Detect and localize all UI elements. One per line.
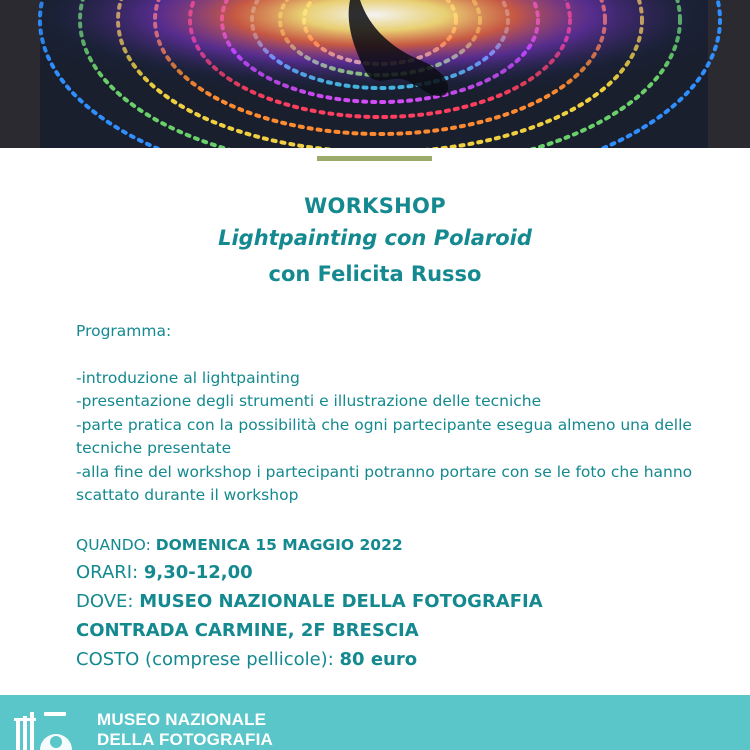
- program-item: -presentazione degli strumenti e illustrazione delle tecniche: [76, 392, 542, 410]
- address-value: CONTRADA CARMINE, 2F BRESCIA: [76, 620, 419, 641]
- when-row: [76, 532, 726, 558]
- where-row: [76, 587, 726, 616]
- hours-value: 9,30-12,00: [143, 562, 253, 583]
- address-row: [76, 616, 726, 645]
- where-value: MUSEO NAZIONALE DELLA FOTOGRAFIA: [139, 591, 543, 612]
- cost-label: COSTO (comprese pellicole):: [76, 649, 340, 670]
- cost-row: [76, 645, 726, 674]
- footer-line2: DELLA FOTOGRAFIA: [97, 730, 274, 749]
- program-section: [76, 320, 716, 508]
- program-item: -parte pratica con la possibilità che ogni partecipante esegua almeno una delle tecniche presentate: [76, 415, 692, 457]
- hours-row: [76, 558, 726, 587]
- workshop-host: con Felicita Russo: [268, 262, 482, 286]
- workshop-label: WORKSHOP: [304, 194, 446, 218]
- event-details: [76, 532, 726, 674]
- cost-value: 80 euro: [339, 649, 418, 670]
- when-value: DOMENICA 15 MAGGIO 2022: [155, 536, 403, 554]
- museum-logo-icon: [14, 706, 74, 750]
- where-label: DOVE:: [76, 591, 140, 612]
- program-item: -alla fine del workshop i partecipanti potranno portare con se le foto che hanno scattato durante il workshop: [76, 462, 693, 504]
- hours-label: ORARI:: [76, 562, 144, 583]
- program-heading: Programma:: [76, 322, 172, 340]
- hero-lightpainting-image: [0, 0, 750, 148]
- workshop-title-block: [0, 192, 750, 292]
- workshop-subtitle: Lightpainting con Polaroid: [218, 226, 532, 250]
- footer-museum-name: [97, 710, 273, 750]
- footer-line1: MUSEO NAZIONALE: [97, 710, 267, 729]
- program-item: -introduzione al lightpainting: [76, 368, 300, 387]
- accent-divider-bar: [317, 156, 432, 161]
- when-label: QUANDO:: [76, 536, 156, 554]
